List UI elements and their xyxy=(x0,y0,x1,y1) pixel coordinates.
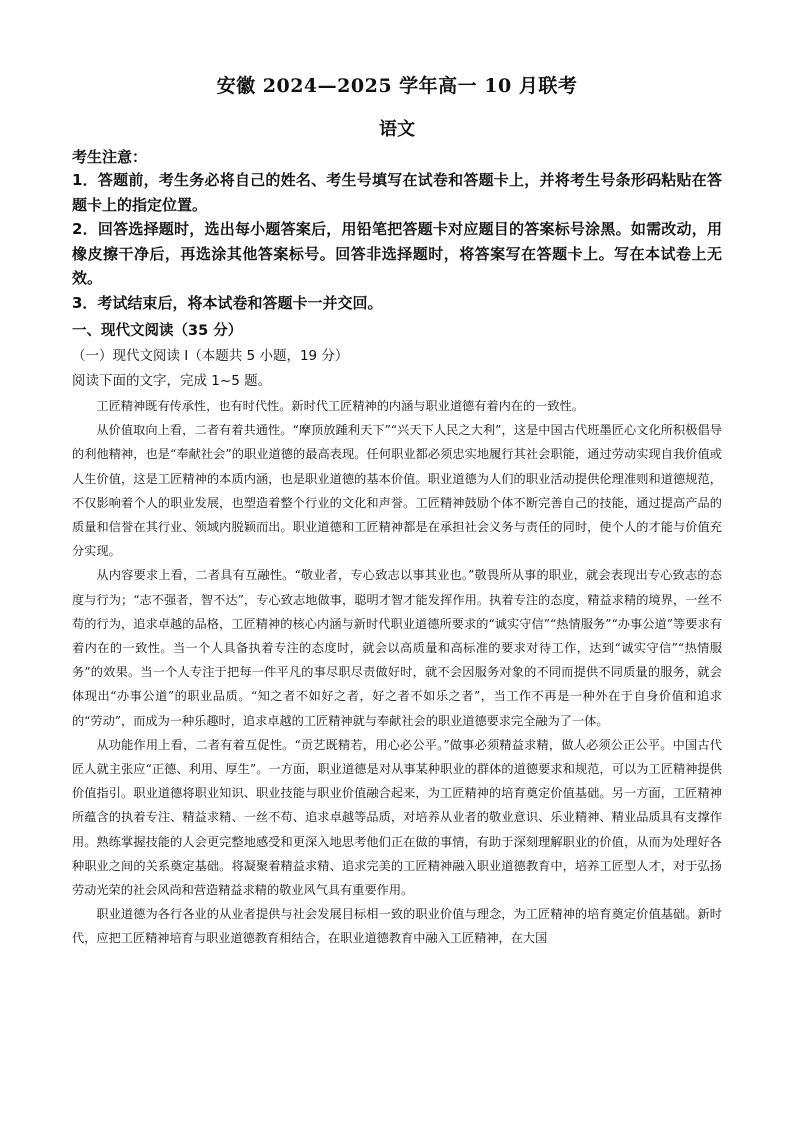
exam-title: 安徽 2024—2025 学年高一 10 月联考 xyxy=(216,75,578,97)
passage-paragraph: 从价值取向上看，二者有着共通性。“摩顶放踵利天下”“兴天下人民之大利”，这是中国古代班墨匠心文化所积极倡导的利他精神，也是“奉献社会”的职业道德的最高表现。任何职业都必须忠实地履行其社会职能，通过劳动实现自我价值或人生价值，这是工匠精神的本质内涵，也是职业道德的基本价值。职业道德为人们的职业活动提供伦理准则和道德规范，不仅影响着个人的职业发展，也塑造着整个行业的文化和声誉。工匠精神鼓励个体不断完善自己的技能，通过提高产品的质量和信誉在其行业、领域内脱颖而出。职业道德和工匠精神都是在承担社会义务与责任的同时，使个人的才能与价值充分实现。 xyxy=(72,423,722,559)
candidate-notice xyxy=(72,146,722,315)
passage-paragraph: 从功能作用上看，二者有着互促性。“贡艺既精若，用心必公平。”做事必须精益求精，做人必须公正公平。中国古代匠人就主张应“正德、利用、厚生”。一方面，职业道德是对从事某种职业的群体的道德要求和规范，可以为工匠精神提供价值指引。职业道德将职业知识、职业技能与职业价值融合起来，为工匠精神的培育奠定价值基础。另一方面，工匠精神所蕴含的执着专注、精益求精、一丝不苟、追求卓越等品质，对培养从业者的敬业意识、乐业精神、精业品质具有支撑作用。熟练掌握技能的人会更完整地感受和更深入地思考他们正在做的事情，有助于深刻理解职业的价值，从而为处理好各种职业之间的关系奠定基础。将凝聚着精益求精、追求完美的工匠精神融入职业道德教育中，培养工匠型人才，对于弘扬劳动光荣的社会风尚和营造精益求精的敬业风气具有重要作用。 xyxy=(72,737,722,898)
notice-item: 1．答题前，考生务必将自己的姓名、考生号填写在试卷和答题卡上，并将考生号条形码粘贴在答题卡上的指定位置。 xyxy=(72,171,722,214)
passage-paragraph: 从内容要求上看，二者具有互融性。“敬业者，专心致志以事其业也。”敬畏所从事的职业，就会表现出专心致志的态度与行为；“志不强者，智不达”，专心致志地做事，聪明才智才能发挥作用。执着专注的态度，精益求精的境界，一丝不苟的行为，追求卓越的品格，工匠精神的核心内涵与新时代职业道德所要求的“诚实守信”“热情服务”“办事公道”等要求有着内在的一致性。当一个人具备执着专注的态度时，就会以高质量和高标准的要求对待工作，达到“诚实守信”“热情服务”的效果。当一个人专注于把每一件平凡的事尽职尽责做好时，就不会因服务对象的不同而提供不同质量的服务，就会体现出“办事公道”的职业品质。“知之者不如好之者，好之者不如乐之者”，当工作不再是一种外在于自身价值和追求的“劳动”，而成为一种乐趣时，追求卓越的工匠精神就与奉献社会的职业道德要求完全融为了一体。 xyxy=(72,568,722,728)
passage-paragraph: 职业道德为各行各业的从业者提供与社会发展目标相一致的职业价值与理念，为工匠精神的培育奠定价值基础。新时代，应把工匠精神培育与职业道德教育相结合，在职业道德教育中融入工匠精神，在大国 xyxy=(72,907,722,946)
reading-instruction: 阅读下面的文字，完成 1~5 题。 xyxy=(72,373,272,389)
notice-item: 3．考试结束后，将本试卷和答题卡一并交回。 xyxy=(72,293,383,312)
section-subtitle: （一）现代文阅读 I（本题共 5 小题，19 分） xyxy=(72,348,349,364)
reading-passage xyxy=(72,394,722,951)
passage-paragraph: 工匠精神既有传承性，也有时代性。新时代工匠精神的内涵与职业道德有着内在的一致性。 xyxy=(96,399,584,413)
subject-title: 语文 xyxy=(379,119,415,140)
notice-heading: 考生注意： xyxy=(72,148,148,166)
notice-item: 2．回答选择题时，选出每小题答案后，用铅笔把答题卡对应题目的答案标号涂黑。如需改动，用橡皮擦干净后，再选涂其他答案标号。回答非选择题时，将答案写在答题卡上。写在本试卷上无效。 xyxy=(72,220,722,287)
section-title: 一、现代文阅读（35 分） xyxy=(72,323,243,339)
